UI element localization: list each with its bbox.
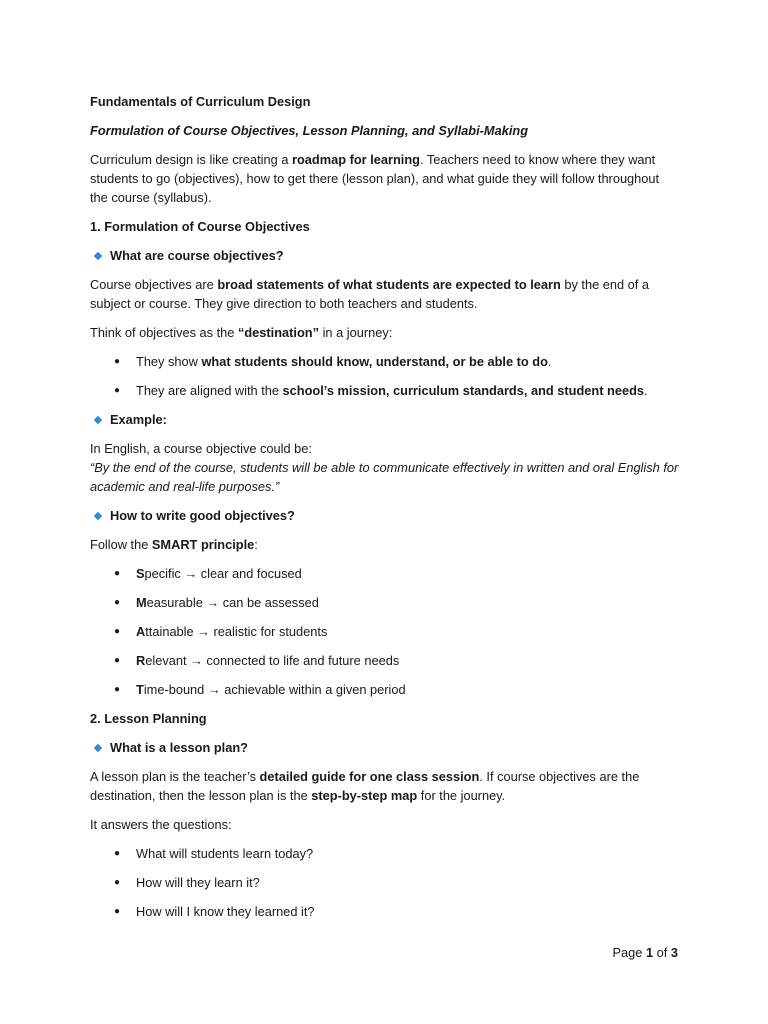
list-item [90,622,680,641]
list-item [90,902,680,921]
intro-paragraph [90,150,680,207]
list-item [90,873,680,892]
example-quote: “By the end of the course, students will be able to communicate effectively in written and oral English for academic and real-life purposes.” [90,460,679,494]
list-item [90,651,680,670]
intro-text: Curriculum design is like creating a [90,152,292,167]
paragraph-bold: detailed guide for one class session [259,769,480,784]
diamond-bullet-icon [94,251,102,259]
list-item [90,680,680,699]
paragraph-bold: “destination” [237,325,320,340]
bullet-dot-icon: ● [114,626,121,637]
paragraph-text: by the end of a subject or course. They give direction to both teachers and students. [90,277,650,311]
subheading-row [90,246,680,265]
list-item [90,593,680,612]
list-item-text: Attainable → realistic for students [136,624,328,639]
objectives-definition-paragraph [90,275,680,313]
example-intro: In English, a course objective could be: [90,441,312,456]
bullet-dot-icon: ● [114,684,121,695]
subheading-row [90,506,680,525]
list-item [90,564,680,583]
subheading-row [90,410,680,429]
current-page: 1 [645,945,654,960]
document-title: Fundamentals of Curriculum Design [90,94,311,109]
bullet-dot-icon: ● [114,848,121,859]
total-pages: 3 [670,945,678,960]
bullet-dot-icon: ● [114,655,121,666]
intro-text-end: . Teachers need to know where they want students to go (objectives), how to get there (lesson plan), and what guide they will follow throughout the course (syllabus). [90,152,660,205]
list-item-text: Time-bound → achievable within a given period [136,682,406,697]
lesson-plan-paragraph [90,767,680,805]
paragraph-bold: step-by-step map [311,788,418,803]
bullet-dot-icon: ● [114,385,121,396]
document-page [90,92,680,921]
list-item-text: How will I know they learned it? [136,904,315,919]
bullet-dot-icon: ● [114,877,121,888]
paragraph-text: Follow the [90,537,152,552]
list-item [90,381,680,400]
bullet-dot-icon: ● [114,356,121,367]
list-item [90,352,680,371]
list-item-text: Specific → clear and focused [136,566,302,581]
list-item-text: How will they learn it? [136,875,260,890]
questions-intro-paragraph: It answers the questions: [90,817,232,832]
diamond-bullet-icon [94,743,102,751]
subheading-example: Example: [110,412,167,427]
subheading-lesson-plan: What is a lesson plan? [110,740,248,755]
list-item-text: They show what students should know, understand, or be able to do. [136,354,552,369]
document-subtitle: Formulation of Course Objectives, Lesson Planning, and Syllabi-Making [90,123,529,138]
subheading-row [90,738,680,757]
list-item-text: Measurable → can be assessed [136,595,319,610]
paragraph-text: in a journey: [319,325,393,340]
diamond-bullet-icon [94,511,102,519]
paragraph-text: A lesson plan is the teacher’s [90,769,260,784]
section2-heading: 2. Lesson Planning [90,711,207,726]
diamond-bullet-icon [94,415,102,423]
page-word: Page [612,945,646,960]
paragraph-text: . If course objectives are the destination, then the lesson plan is the [90,769,640,803]
of-word: of [653,945,671,960]
subheading-what-are-objectives: What are course objectives? [110,248,284,263]
bullet-dot-icon: ● [114,597,121,608]
paragraph-bold: broad statements of what students are expected to learn [217,277,561,292]
intro-bold: roadmap for learning [292,152,420,167]
list-item [90,844,680,863]
destination-paragraph [90,323,680,342]
list-item-text: Relevant → connected to life and future needs [136,653,400,668]
bullet-dot-icon: ● [114,906,121,917]
paragraph-text: Think of objectives as the [90,325,238,340]
example-paragraph [90,439,680,496]
bullet-dot-icon: ● [114,568,121,579]
list-item-text: What will students learn today? [136,846,314,861]
subheading-good-objectives: How to write good objectives? [110,508,295,523]
paragraph-text: for the journey. [417,788,506,803]
paragraph-text: Course objectives are [90,277,218,292]
paragraph-text: : [254,537,258,552]
paragraph-bold: SMART principle [151,537,255,552]
page-number-footer [613,943,679,962]
section1-heading: 1. Formulation of Course Objectives [90,219,310,234]
smart-paragraph [90,535,680,554]
list-item-text: They are aligned with the school’s mission, curriculum standards, and student needs. [136,383,648,398]
